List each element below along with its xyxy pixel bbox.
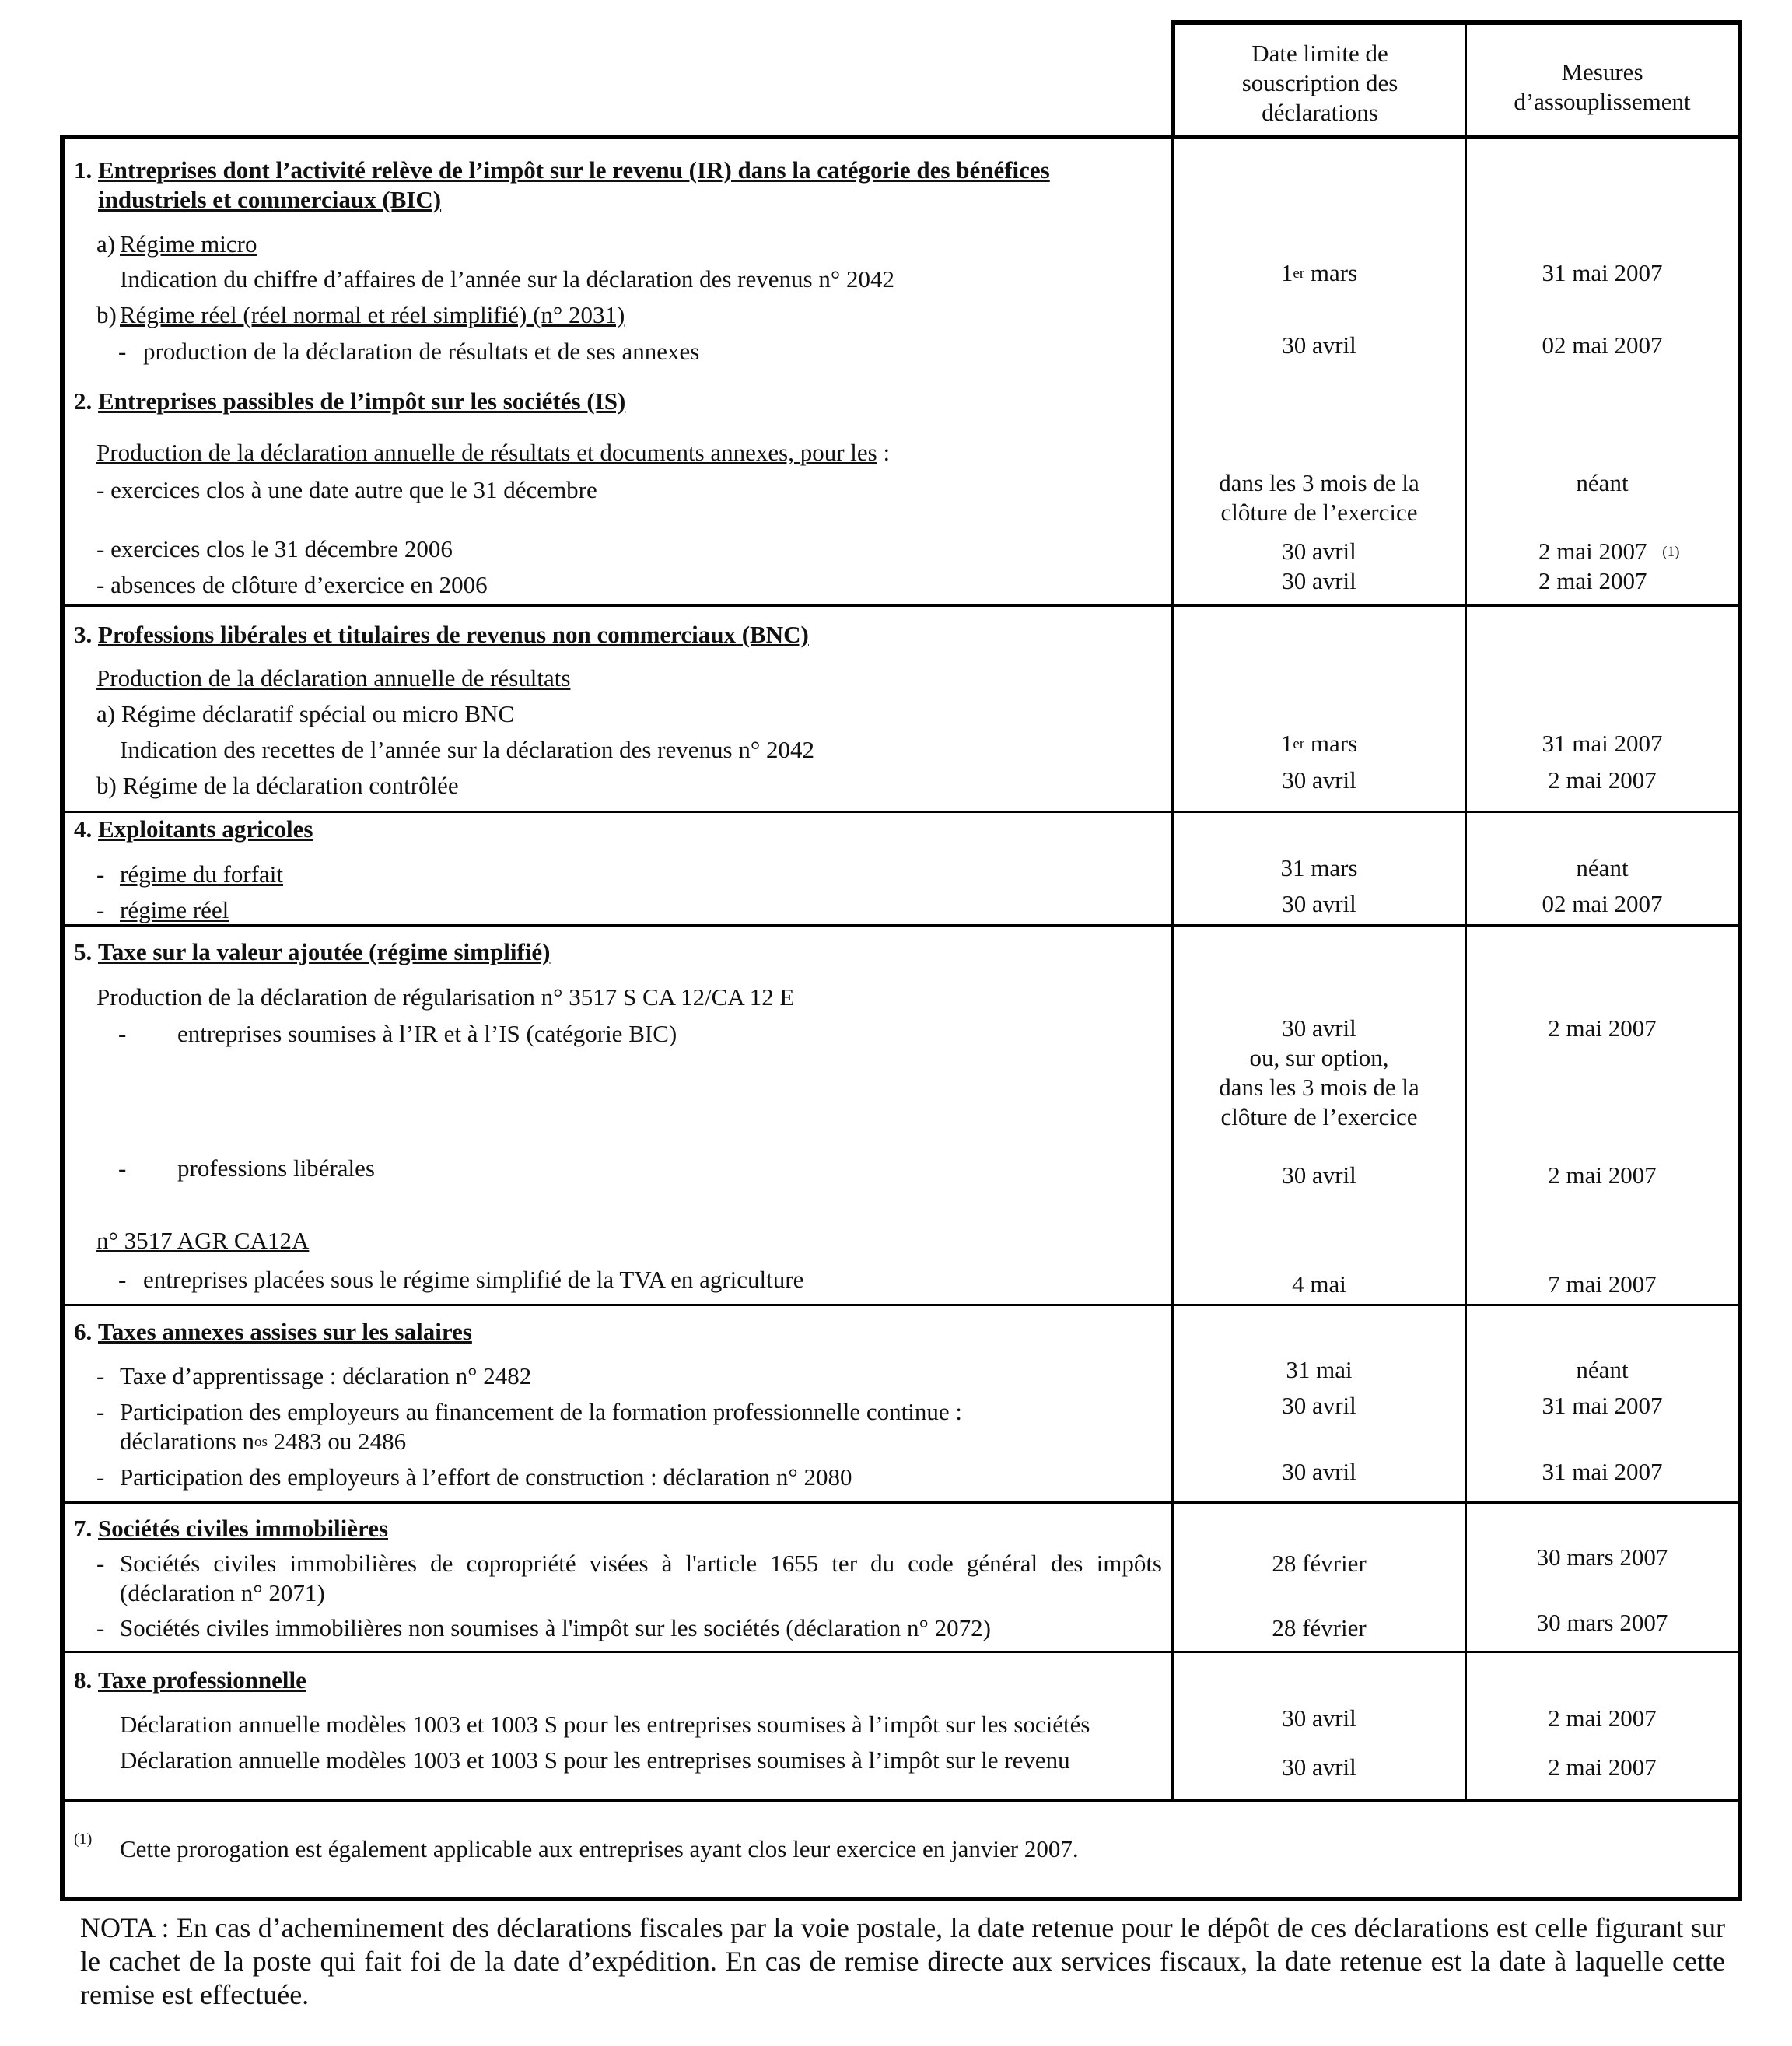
table-right-border: [1738, 20, 1742, 1901]
row-label: - absences de clôture d’exercice en 2006: [96, 571, 488, 598]
row-bullet: -: [96, 1398, 105, 1425]
section-title: Taxe professionnelle: [98, 1666, 306, 1694]
row-date: 30 avril: [1282, 766, 1356, 794]
row-label: Indication des recettes de l’année sur la déclaration des revenus n° 2042: [120, 736, 814, 763]
section-title: Taxes annexes assises sur les salaires: [98, 1318, 472, 1345]
row-label: Régime réel (réel normal et réel simplifié) (n° 2031): [120, 301, 625, 328]
row-label: b) Régime de la déclaration contrôlée: [96, 772, 459, 799]
row-label: Taxe d’apprentissage : déclaration n° 2482: [120, 1362, 532, 1389]
row-label: Participation des employeurs au financement de la formation professionnelle continue :: [120, 1398, 962, 1425]
section-number: 7.: [74, 1515, 93, 1542]
row-label: - exercices clos à une date autre que le 31 décembre: [96, 476, 597, 503]
row-mesure: 30 mars 2007: [1536, 1543, 1668, 1571]
section-title: Entreprises passibles de l’impôt sur les sociétés (IS): [98, 387, 626, 415]
row-date: 30 avril: [1282, 538, 1356, 565]
row-label: Régime micro: [120, 230, 257, 258]
section-number: 3.: [74, 621, 93, 648]
footnote-text: Cette prorogation est également applicable aux entreprises ayant clos leur exercice en janvier 2007.: [120, 1835, 1079, 1862]
row-prefix: a): [96, 230, 116, 258]
row-date: dans les 3 mois de la: [1219, 1074, 1419, 1101]
row-label: Production de la déclaration de régularisation n° 3517 S CA 12/CA 12 E: [96, 983, 795, 1011]
section-title: Exploitants agricoles: [98, 815, 313, 843]
row-date: 31 mars: [1280, 854, 1358, 881]
section-number: 2.: [74, 387, 93, 415]
header-date-line: déclarations: [1262, 99, 1378, 126]
row-bullet: -: [118, 1154, 127, 1182]
section-title: Entreprises dont l’activité relève de l’impôt sur le revenu (IR) dans la catégorie des bénéfices: [98, 156, 1050, 184]
row-mesure: 31 mai 2007: [1542, 259, 1663, 286]
row-label: régime du forfait: [120, 860, 284, 888]
section-title: Professions libérales et titulaires de revenus non commerciaux (BNC): [98, 621, 809, 648]
footnote-mark: (1): [74, 1831, 93, 1848]
row-date: 30 avril: [1282, 1458, 1356, 1485]
row-label: Indication du chiffre d’affaires de l’année sur la déclaration des revenus n° 2042: [120, 265, 894, 293]
row-date: 28 février: [1272, 1550, 1367, 1577]
row-date: 1er mars: [1280, 259, 1358, 286]
row-label: entreprises placées sous le régime simplifié de la TVA en agriculture: [143, 1266, 804, 1293]
row-label: Production de la déclaration annuelle de résultats: [96, 664, 571, 692]
row-label: a) Régime déclaratif spécial ou micro BNC: [96, 700, 515, 727]
row-date: 30 avril: [1282, 1161, 1356, 1189]
row-date: 31 mai: [1286, 1356, 1353, 1383]
header-date-line: souscription des: [1241, 69, 1398, 96]
header-mesures-line: d’assouplissement: [1514, 88, 1691, 115]
section-title: Taxe sur la valeur ajoutée (régime simplifié): [98, 938, 551, 965]
row-mesure: 2 mai 2007: [1538, 567, 1647, 594]
row-mesure: 2 mai 2007: [1548, 1161, 1657, 1189]
row-bullet: -: [96, 1362, 105, 1389]
row-date: 30 avril: [1282, 1753, 1356, 1781]
row-mesure: néant: [1576, 1356, 1629, 1383]
section-number: 1.: [74, 156, 93, 184]
row-mesure: 2 mai 2007 $^{(1)}$: [1538, 538, 1680, 565]
row-mesure: 31 mai 2007: [1542, 730, 1663, 757]
row-mesure: 31 mai 2007: [1542, 1392, 1663, 1419]
header-date-line: Date limite de: [1251, 40, 1388, 67]
section-number: 6.: [74, 1318, 93, 1345]
row-mesure: néant: [1576, 854, 1629, 881]
row-label: entreprises soumises à l’IR et à l’IS (catégorie BIC): [177, 1020, 677, 1047]
row-mesure: 2 mai 2007: [1548, 1753, 1657, 1781]
row-label: Déclaration annuelle modèles 1003 et 1003 S pour les entreprises soumises à l’impôt sur les sociétés: [120, 1711, 1090, 1738]
row-date: 30 avril: [1282, 1704, 1356, 1732]
row-label: Sociétés civiles immobilières non soumises à l'impôt sur les sociétés (déclaration n° 2072): [120, 1614, 991, 1641]
row-bullet: -: [96, 1550, 105, 1577]
section-title: Sociétés civiles immobilières: [98, 1515, 389, 1542]
row-date: 28 février: [1272, 1614, 1367, 1641]
row-bullet: -: [96, 860, 105, 888]
row-date: clôture de l’exercice: [1220, 499, 1418, 526]
row-label: Production de la déclaration annuelle de résultats et documents annexes, pour les :: [96, 439, 891, 466]
section-divider: [62, 1501, 1740, 1504]
row-bullet: -: [118, 1020, 127, 1047]
section-divider: [62, 1304, 1740, 1306]
row-bullet: -: [96, 1614, 105, 1641]
row-label-continued: (déclaration n° 2071): [120, 1579, 325, 1606]
row-mesure: 31 mai 2007: [1542, 1458, 1663, 1485]
row-date: 30 avril: [1282, 1014, 1356, 1042]
nota-paragraph: NOTA : En cas d’acheminement des déclarations fiscales par la voie postale, la date retenue pour le dépôt de ces déclarations est celle figurant sur le cachet de la poste qui fait foi de la date d’expédition. En cas de remise directe aux services fiscaux, la date retenue est la date à laquelle cette remise est effectuée.: [80, 1912, 1725, 2010]
row-mesure: 2 mai 2007: [1548, 766, 1657, 794]
row-mesure: 30 mars 2007: [1536, 1609, 1668, 1636]
row-bullet: -: [96, 896, 105, 923]
row-label: Sociétés civiles immobilières de copropriété visées à l'article 1655 ter du code général des impôts: [120, 1550, 1162, 1577]
row-label-continued: déclarations $n^{os}$ 2483 ou 2486: [120, 1428, 407, 1455]
row-date: clôture de l’exercice: [1220, 1103, 1418, 1130]
row-date: ou, sur option,: [1249, 1044, 1389, 1071]
table-left-border: [60, 135, 65, 1901]
row-label: n° 3517 AGR CA12A: [96, 1227, 310, 1254]
row-label: Participation des employeurs à l’effort de construction : déclaration n° 2080: [120, 1463, 852, 1491]
section-divider: [62, 1651, 1740, 1653]
section-number: 8.: [74, 1666, 93, 1694]
row-label: professions libérales: [177, 1154, 375, 1182]
section-number: 4.: [74, 815, 93, 843]
row-label: Déclaration annuelle modèles 1003 et 1003 S pour les entreprises soumises à l’impôt sur le revenu: [120, 1746, 1070, 1774]
row-bullet: -: [96, 1463, 105, 1491]
row-label: régime réel: [120, 896, 229, 923]
section-divider: [62, 1799, 1740, 1802]
section-title: industriels et commerciaux (BIC): [98, 186, 442, 213]
row-bullet: -: [118, 1266, 127, 1293]
header-top-border: [1171, 20, 1742, 25]
row-date: 30 avril: [1282, 567, 1356, 594]
row-mesure: 02 mai 2007: [1542, 331, 1663, 359]
table-top-border: [60, 135, 1742, 139]
section-divider: [62, 811, 1740, 813]
row-prefix: b): [96, 301, 117, 328]
row-label: production de la déclaration de résultats et de ses annexes: [143, 338, 700, 365]
row-date: dans les 3 mois de la: [1219, 469, 1419, 496]
row-mesure: 2 mai 2007: [1548, 1014, 1657, 1042]
row-date: 4 mai: [1292, 1270, 1346, 1298]
row-date: 30 avril: [1282, 890, 1356, 917]
section-divider: [62, 924, 1740, 927]
row-date: 30 avril: [1282, 331, 1356, 359]
section-divider: [62, 604, 1740, 607]
row-mesure: néant: [1576, 469, 1629, 496]
row-date: 30 avril: [1282, 1392, 1356, 1419]
row-date: 1er mars: [1280, 730, 1358, 757]
header-mesures-line: Mesures: [1561, 58, 1643, 86]
row-mesure: 2 mai 2007: [1548, 1704, 1657, 1732]
table-bottom-border: [60, 1897, 1742, 1901]
row-mesure: 7 mai 2007: [1548, 1270, 1657, 1298]
row-bullet: -: [118, 338, 127, 365]
row-mesure: 02 mai 2007: [1542, 890, 1663, 917]
section-number: 5.: [74, 938, 93, 965]
row-label: - exercices clos le 31 décembre 2006: [96, 535, 453, 562]
